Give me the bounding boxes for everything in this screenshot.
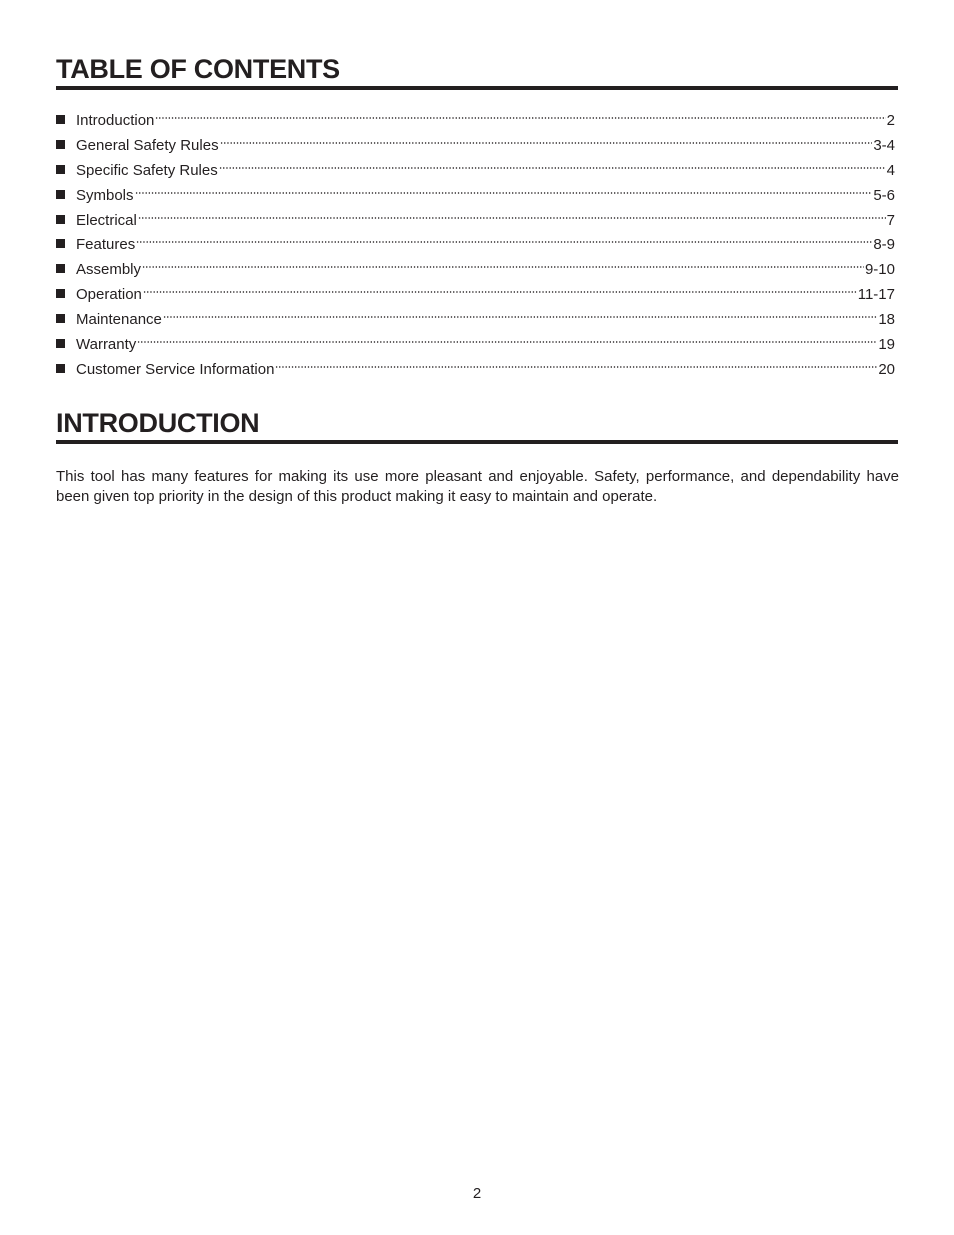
toc-item-label: Customer Service Information	[76, 360, 275, 378]
dot-leader	[138, 215, 886, 221]
square-bullet-icon	[56, 190, 65, 199]
toc-item-general-safety-rules[interactable]	[56, 136, 895, 161]
toc-item-label: Operation	[76, 286, 142, 304]
toc-item-features[interactable]	[56, 235, 895, 260]
toc-item-symbols[interactable]	[56, 186, 895, 211]
toc-item-page: 4	[886, 161, 895, 179]
toc-item-label: Electrical	[76, 211, 137, 229]
toc-item-introduction[interactable]	[56, 111, 895, 136]
square-bullet-icon	[56, 239, 65, 248]
square-bullet-icon	[56, 264, 65, 273]
toc-item-page: 7	[886, 211, 895, 229]
toc-item-label: Features	[76, 236, 136, 254]
toc-item-assembly[interactable]	[56, 260, 895, 285]
dot-leader	[155, 115, 885, 121]
dot-leader	[220, 140, 873, 146]
toc-item-page: 9-10	[864, 261, 895, 279]
square-bullet-icon	[56, 165, 65, 174]
dot-leader	[275, 364, 877, 370]
dot-leader	[137, 339, 877, 345]
toc-item-label: Assembly	[76, 261, 142, 279]
toc-item-label: Specific Safety Rules	[76, 161, 218, 179]
square-bullet-icon	[56, 364, 65, 373]
dot-leader	[163, 314, 877, 320]
introduction-paragraph: This tool has many features for making its use more pleasant and enjoyable. Safety, performance, and dependability have been given top priority in the design of this product making it easy to maintain and operate.	[56, 468, 899, 505]
toc-item-page: 8-9	[873, 236, 895, 254]
toc-item-page: 2	[886, 112, 895, 129]
toc-item-page: 18	[878, 311, 895, 329]
toc-heading: TABLE OF CONTENTS	[56, 56, 898, 90]
square-bullet-icon	[56, 314, 65, 323]
toc-item-page: 3-4	[873, 136, 895, 154]
toc-item-label: General Safety Rules	[76, 136, 219, 154]
toc-item-page: 20	[878, 360, 895, 378]
toc-item-label: Warranty	[76, 336, 137, 354]
toc-item-page: 5-6	[873, 186, 895, 204]
toc-item-electrical[interactable]	[56, 211, 895, 236]
toc-item-specific-safety-rules[interactable]	[56, 161, 895, 186]
square-bullet-icon	[56, 215, 65, 224]
page-number: 2	[472, 1185, 482, 1202]
table-of-contents-list	[56, 111, 895, 385]
dot-leader	[219, 165, 886, 171]
square-bullet-icon	[56, 140, 65, 149]
introduction-heading: INTRODUCTION	[56, 410, 898, 444]
toc-item-operation[interactable]	[56, 285, 895, 310]
square-bullet-icon	[56, 339, 65, 348]
toc-item-label: Maintenance	[76, 311, 162, 329]
toc-item-customer-service-information[interactable]	[56, 360, 895, 385]
toc-item-label: Symbols	[76, 186, 134, 204]
dot-leader	[136, 239, 872, 245]
square-bullet-icon	[56, 115, 65, 124]
dot-leader	[142, 264, 864, 270]
dot-leader	[143, 289, 857, 295]
toc-item-warranty[interactable]	[56, 335, 895, 360]
toc-item-page: 19	[878, 336, 895, 354]
square-bullet-icon	[56, 289, 65, 298]
toc-item-page: 11-17	[857, 286, 895, 304]
dot-leader	[135, 190, 873, 196]
toc-item-label: Introduction	[76, 112, 155, 129]
toc-item-maintenance[interactable]	[56, 310, 895, 335]
